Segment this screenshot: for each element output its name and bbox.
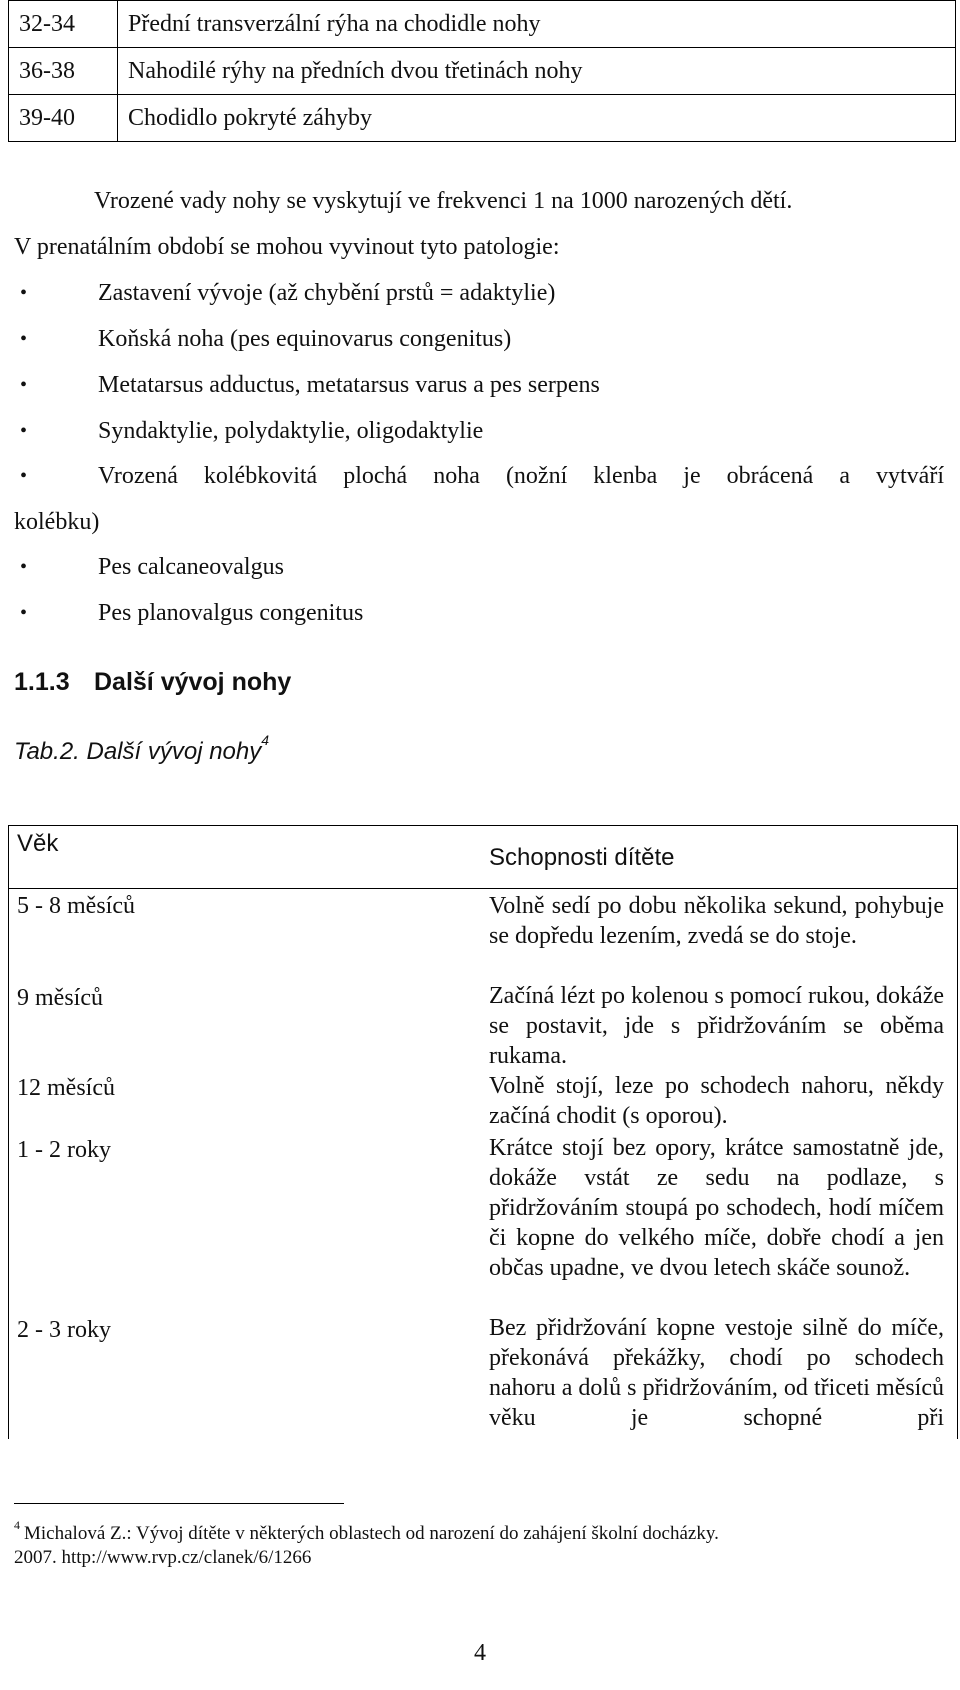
table-cell-skill: Volně stojí, leze po schodech nahoru, někdy začíná chodit (s oporou). [489,1073,944,1129]
table-cell-skill: Volně sedí po dobu několika sekund, pohybuje se dopředu lezením, zvedá se do stoje. [489,893,944,949]
table-row [9,981,957,1071]
table-cell-age: 1 - 2 roky [17,1137,111,1163]
bullet-icon: • [20,328,28,350]
table-row [9,1,956,48]
section-heading [14,668,291,697]
list-item-text: Koňská noha (pes equinovarus congenitus) [98,326,512,352]
table-row [9,95,956,142]
footnote [14,1513,944,1570]
bullet-icon: • [20,420,28,442]
page-number: 4 [474,1640,486,1666]
caption-text: Tab.2. Další vývoj nohy [14,738,262,765]
header-age: Věk [17,830,59,857]
table-cell-age: 5 - 8 měsíců [17,893,135,919]
table-cell-code: 39-40 [9,95,118,142]
table-row [9,1071,957,1133]
bullet-icon: • [20,602,28,624]
table-cell-code: 32-34 [9,1,118,48]
footnote-divider [14,1503,344,1504]
footnote-line-2: 2007. http://www.rvp.cz/clanek/6/1266 [14,1547,312,1568]
table-row [9,1313,957,1439]
footnote-ref: 4 [261,732,270,748]
development-table [8,825,958,1439]
list-item-text: Vrozená kolébkovitá plochá noha (nožní klenba je obrácená a vytváří [98,463,944,489]
list-item-text: Syndaktylie, polydaktylie, oligodaktylie [98,418,484,444]
section-number: 1.1.3 [14,668,70,696]
footnote-line-1: Michalová Z.: Vývoj dítěte v některých oblastech od narození do zahájení školní docházky. [24,1523,719,1544]
table-header [9,826,957,889]
table-cell-skill: Krátce stojí bez opory, krátce samostatně jde, dokáže vstát ze sedu na podlaze, s přidržováním stoupá po schodech, hodí míčem či kopne do velkého míče, dobře chodí a jen občas upadne, ve dvou letech skáče sounož. [489,1135,944,1281]
table-cell-age: 2 - 3 roky [17,1317,111,1343]
list-item-text: Pes planovalgus congenitus [98,600,364,626]
intro-line-1: Vrozené vady nohy se vyskytují ve frekvenci 1 na 1000 narozených dětí. [94,188,793,214]
bullet-icon: • [20,282,28,304]
table-row [9,48,956,95]
table-cell-skill: Bez přidržování kopne vestoje silně do míče, překonává překážky, chodí po schodech nahoru a dolů s přidržováním, od třiceti měsíců věku je schopné při [489,1315,944,1431]
header-skill: Schopnosti dítěte [489,844,675,871]
list-item-continuation: kolébku) [14,509,100,535]
table-caption [14,732,269,766]
list-item-text: Zastavení vývoje (až chybění prstů = adaktylie) [98,280,556,306]
table-cell-text: Přední transverzální rýha na chodidle nohy [118,1,956,48]
table-cell-skill: Začíná lézt po kolenou s pomocí rukou, dokáže se postavit, jde s přidržováním se oběma rukama. [489,983,944,1069]
table-row [9,889,957,981]
list-item-text: Pes calcaneovalgus [98,554,284,580]
list-item-text: Metatarsus adductus, metatarsus varus a pes serpens [98,372,600,398]
bullet-icon: • [20,465,28,487]
table-row [9,1133,957,1313]
table-cell-text: Chodidlo pokryté záhyby [118,95,956,142]
table-cell-text: Nahodilé rýhy na předních dvou třetinách nohy [118,48,956,95]
table-cell-age: 12 měsíců [17,1075,115,1101]
bullet-icon: • [20,374,28,396]
bullet-icon: • [20,556,28,578]
intro-line-2: V prenatálním období se mohou vyvinout tyto patologie: [14,234,560,260]
table-cell-code: 36-38 [9,48,118,95]
footnote-number: 4 [14,1518,20,1532]
table-cell-age: 9 měsíců [17,985,103,1011]
section-title: Další vývoj nohy [94,668,292,696]
stage-table [8,0,956,142]
